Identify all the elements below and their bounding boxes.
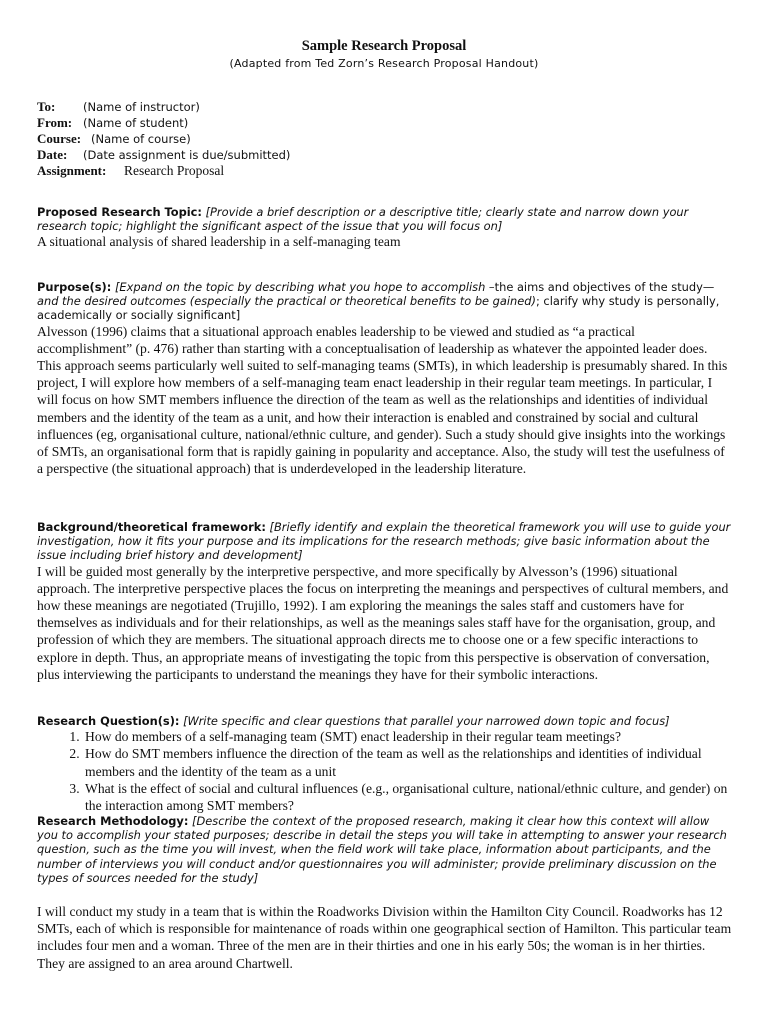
section-topic	[37, 205, 732, 251]
memo-assignment	[37, 163, 737, 178]
section-instruction: and the desired outcomes (especially the practical or theoretical benefits to be gained)	[37, 294, 536, 309]
section-heading	[37, 814, 732, 885]
section-instruction: [Briefly identify and explain the theoretical framework you will use to guide your investigation, how it fits your purpose and its implications for the research methods; give basic information about the issue including brief history and development]	[37, 520, 731, 563]
memo-value: (Name of course)	[91, 132, 191, 146]
section-label: Research Question(s):	[37, 714, 180, 728]
section-heading	[37, 520, 732, 563]
question-list	[37, 728, 732, 814]
section-body: A situational analysis of shared leadership in a self-managing team	[37, 234, 401, 250]
section-instruction: [Expand on the topic by describing what you hope to accomplish –	[114, 280, 495, 294]
section-label: Proposed Research Topic:	[37, 205, 202, 219]
list-item: 3. What is the effect of social and cultural influences (e.g., organisational culture, national/ethnic culture, and gender) on the interaction among SMT members?	[83, 780, 732, 814]
list-item: 2. How do SMT members influence the direction of the team as well as the relationships and identities of individual members and the identity of the team as a unit	[83, 745, 732, 779]
memo-value: Research Proposal	[124, 163, 225, 178]
memo-header	[37, 99, 737, 178]
section-purpose	[37, 280, 732, 477]
memo-date	[37, 147, 737, 163]
section-instruction: [Provide a brief description or a descriptive title; clearly state and narrow down your research topic; highlight the significant aspect of the issue that you will focus on]	[37, 205, 689, 234]
section-body: I will be guided most generally by the interpretive perspective, and more specifically by Alvesson’s (1996) situational approach. The interpretive perspective places the focus on interpreting the meanings and perspectives of cultural members, and how these meanings are negotiated (Trujillo, 1992). I am exploring the meanings the sales staff and customers have for themselves as individuals and for their relationships, as well as the meanings sales staff have for the organisation, group, and profession of which they are members. The situational approach directs me to choose one or a few specific interactions to explore in depth. Thus, an appropriate means of investigating the topic from this perspective is observation of conversation, plus interviewing the participants to understand the meanings they have for their symbolic interactions.	[37, 563, 729, 682]
memo-value: (Name of instructor)	[83, 100, 200, 114]
section-body: Alvesson (1996) claims that a situational approach enables leadership to be viewed and studied as “a practical accomplishment” (p. 476) rather than starting with a conceptualisation of leadership as whatever the appointed leader does. This approach seems particularly well suited to self-managing teams (SMTs), in which leadership is presumably shared. In this project, I will explore how members of a self-managing team enact leadership in their regular team meetings. In particular, I will focus on how SMT members influence the direction of the team as well as the relationships and identities of individual members and the identity of the team as a unit, and how their interaction is enabled and constrained by social and cultural influences (eg, organisational culture, national/ethnic culture, and gender). Such a study should give insights into the workings of SMTs, an organisational form that is rapidly gaining in popularity and acceptance. Also, the study will test the usefulness of a perspective (the situational approach) that is underdeveloped in the leadership literature.	[37, 323, 728, 477]
memo-course	[37, 131, 737, 147]
memo-label: Assignment:	[37, 163, 107, 178]
section-body: I will conduct my study in a team that is within the Roadworks Division within the Hamilton City Council. Roadworks has 12 SMTs, each of which is responsible for maintenance of roads within one geographical section of Hamilton. This particular team includes four men and a woman. Three of the men are in their thirties and one in his early 50s; the woman is in her thirties. They are assigned to an area around Chartwell.	[37, 904, 732, 971]
section-heading	[37, 205, 732, 233]
section-questions	[37, 714, 732, 814]
section-label: Purpose(s):	[37, 280, 112, 294]
memo-label: To:	[37, 99, 56, 114]
section-instruction-upright: ; clarify why study is personally, academically or socially significant]	[37, 294, 720, 323]
section-heading	[37, 714, 732, 728]
section-background	[37, 520, 732, 683]
memo-label: Date:	[37, 147, 68, 162]
memo-label: Course:	[37, 131, 82, 146]
section-methodology	[37, 814, 732, 972]
document-subtitle: (Adapted from Ted Zorn’s Research Proposal Handout)	[229, 57, 539, 70]
list-item: 1. How do members of a self-managing team (SMT) enact leadership in their regular team meetings?	[83, 728, 732, 745]
memo-from	[37, 115, 737, 131]
section-instruction: [Describe the context of the proposed research, making it clear how this context will allow you to accomplish your stated purposes; describe in detail the steps you will take in attempting to answer your research question, such as the time you will invest, when the field work will take place, information about participants, and the number of interviews you will conduct and/or questionnaires you will administer; provide preliminary discussion on the types of sources needed for the study]	[37, 814, 727, 885]
section-label: Research Methodology:	[37, 814, 189, 828]
section-heading	[37, 280, 732, 323]
memo-value: (Name of student)	[83, 116, 189, 130]
section-label: Background/theoretical framework:	[37, 520, 266, 534]
memo-label: From:	[37, 115, 73, 130]
document-title: Sample Research Proposal	[301, 38, 467, 54]
memo-to	[37, 99, 737, 115]
section-instruction: [Write specific and clear questions that parallel your narrowed down topic and focus]	[183, 714, 670, 728]
section-instruction-upright: the aims and objectives of the study—	[494, 280, 715, 294]
memo-value: (Date assignment is due/submitted)	[83, 148, 291, 162]
